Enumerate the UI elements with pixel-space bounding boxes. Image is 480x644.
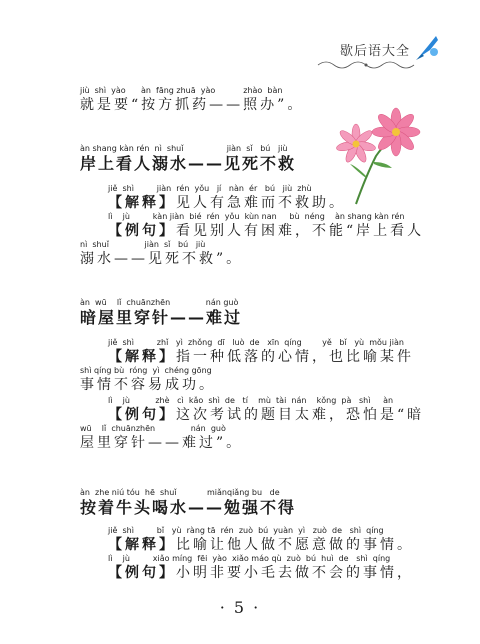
page-number: · 5 · (219, 598, 261, 617)
pinyin-line: wū lǐ chuānzhēn nán guò (80, 424, 226, 433)
body-text: 屋里穿针——难过”。 (80, 435, 244, 451)
page-header (320, 38, 440, 78)
ornament-divider (316, 58, 416, 72)
body-text: 就是要“按方抓药——照办”。 (80, 97, 305, 113)
pinyin-line: lì jù kàn jiàn bié rén yǒu kùn nan bù néng àn shang kàn rén (108, 212, 405, 221)
book-title: 歇后语大全 (339, 44, 410, 59)
example-label: 【例句】 (108, 223, 176, 239)
pinyin-line: jiě shì zhǐ yì zhǒng dī luò de xīn qíng yě bǐ yù mǒu jiàn (108, 338, 404, 347)
pinyin-line: lì jù zhè cì kǎo shì de tí mù tài nán kǒng pà shì àn (108, 396, 394, 405)
explanation-text: 比喻让他人做不愿意做的事情。 (176, 537, 414, 553)
explanation-line (80, 526, 448, 554)
explanation-text: 见人有急难而不救助。 (176, 195, 346, 211)
explanation-label: 【解释】 (108, 537, 176, 553)
pinyin-line: jiě shì bǐ yù ràng tā rén zuò bú yuàn yì zuò de shì qíng (108, 526, 384, 535)
example-text: 这次考试的题目太难，恐怕是“暗 (176, 407, 425, 423)
idiom-title: 暗屋里穿针——难过 (80, 308, 243, 327)
body-text: 事情不容易成功。 (80, 377, 216, 393)
pinyin-line: lì jù xiǎo míng fēi yào xiǎo máo qù zuò bú huì de shì qíng (108, 554, 391, 563)
example-label: 【例句】 (108, 407, 176, 423)
idiom-title: 岸上看人溺水——见死不救 (80, 154, 297, 173)
pinyin-line: àn shang kàn rén nì shuǐ jiàn sǐ bú jiù (80, 144, 288, 153)
text-line (80, 240, 420, 268)
pinyin-line: shì qíng bù róng yì chéng gōng (80, 366, 212, 375)
example-text: 看见别人有困难，不能“岸上看人 (176, 223, 425, 239)
example-label: 【例句】 (108, 565, 176, 581)
explanation-label: 【解释】 (108, 195, 176, 211)
text-line (80, 424, 420, 452)
example-line (80, 212, 448, 240)
pinyin-line: nì shuǐ jiàn sǐ bú jiù (80, 240, 206, 249)
pinyin-line: jiě shì jiàn rén yǒu jí nàn ér bú jiù zhù (108, 184, 312, 193)
text-line (80, 86, 420, 114)
text-line (80, 366, 420, 394)
pinyin-line: àn zhe niú tóu hē shuǐ miǎnqiǎng bu de (80, 488, 280, 497)
idiom-title: 按着牛头喝水——勉强不得 (80, 498, 297, 517)
pinyin-line: àn wū lǐ chuānzhēn nán guò (80, 298, 239, 307)
example-line (80, 554, 448, 582)
idiom-entry (80, 144, 420, 174)
explanation-text: 指一种低落的心情，也比喻某件 (176, 349, 414, 365)
body-text: 溺水——见死不救”。 (80, 251, 244, 267)
explanation-line (80, 338, 448, 366)
pinyin-line: jiù shì yào àn fāng zhuā yào zhào bàn (80, 86, 283, 95)
explanation-line (80, 184, 448, 212)
example-text: 小明非要小毛去做不会的事情， (176, 565, 414, 581)
explanation-label: 【解释】 (108, 349, 176, 365)
idiom-entry (80, 488, 420, 518)
idiom-entry (80, 298, 420, 328)
example-line (80, 396, 448, 424)
brush-icon (414, 32, 440, 62)
